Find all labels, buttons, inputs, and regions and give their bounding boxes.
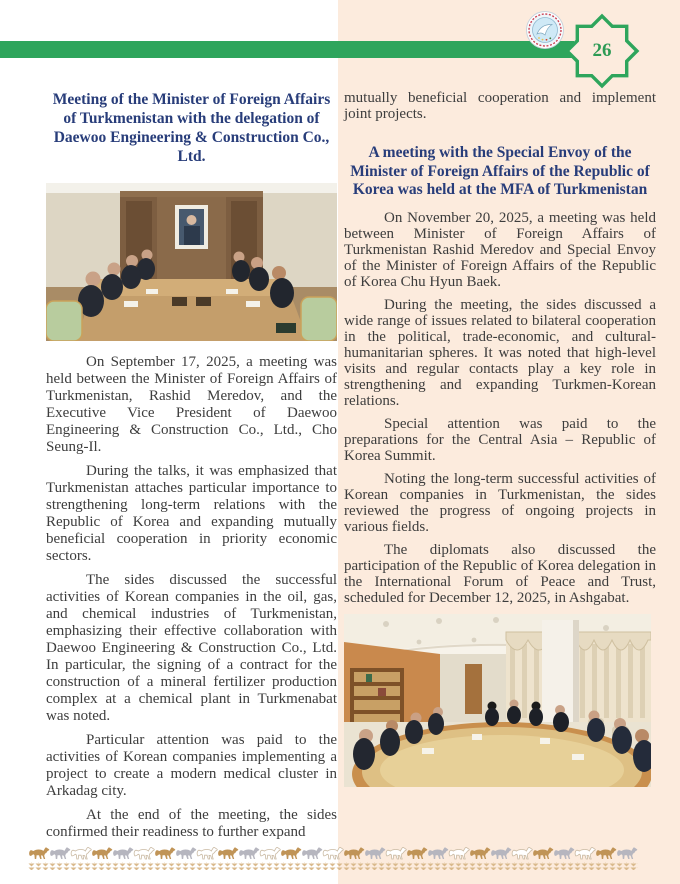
body-paragraph: The sides discussed the successful activities of Korean companies in the oil, gas, and chemical industries of Turkmenistan, emphasizing their effective collaboration with Daewoo Engineering & Construction Co., Ltd. In particular, the signing of a contract for the construction of a mineral fertilizer production complex at a chemical plant in Turkmenabat was noted. (46, 572, 337, 724)
body-paragraph: During the talks, it was emphasized that Turkmenistan attaches particular importance to strengthening long-term relations with the Republic of Korea and expanding mutually beneficial cooperation in priority economic sectors. (46, 463, 337, 564)
special-envoy-meeting-photo (344, 614, 651, 787)
body-paragraph: On November 20, 2025, a meeting was held between Minister of Foreign Affairs of Turkmenistan Rashid Meredov and Special Envoy of the Minister of Foreign Affairs of the Republic of Korea Chu Hyun Baek. (344, 209, 656, 290)
page-number: 26 (592, 40, 612, 61)
body-paragraph: Special attention was paid to the preparations for the Central Asia – Republic of Korea Summit. (344, 415, 656, 464)
left-column (46, 90, 337, 848)
body-paragraph: Noting the long-term successful activities of Korean companies in Turkmenistan, the sides reviewed the progress of ongoing projects in various fields. (344, 470, 656, 535)
body-paragraph: During the meeting, the sides discussed a wide range of issues related to bilateral cooperation in the political, trade-economic, and cultural-humanitarian spheres. It was noted that high-level visits and regular contacts play a key role in strengthening and expanding Turkmen-Korean relations. (344, 296, 656, 409)
body-paragraph: Particular attention was paid to the activities of Korean companies implementing a project to create a modern medical cluster in Arkadag city. (46, 732, 337, 799)
mfa-turkmenistan-emblem-icon (526, 11, 564, 49)
body-paragraph: At the end of the meeting, the sides confirmed their readiness to further expand (46, 807, 337, 840)
delegation-meeting-room-photo (46, 183, 337, 341)
article-title-left: Meeting of the Minister of Foreign Affairs of Turkmenistan with the delegation of Daewoo Engineering & Construction Co., Ltd. (52, 91, 331, 165)
continuation-paragraph: mutually beneficial cooperation and implement joint projects. (344, 90, 656, 122)
header-bar (0, 41, 574, 58)
right-column (344, 90, 656, 787)
body-paragraph: The diplomats also discussed the participation of the Republic of Korea delegation in the International Forum of Peace and Trust, scheduled for December 12, 2025, in Ashgabat. (344, 541, 656, 606)
body-paragraph: On September 17, 2025, a meeting was held between the Minister of Foreign Affairs of Turkmenistan, Rashid Meredov, and the Executive Vice President of Daewoo Engineering & Construction Co., Ltd., Cho Seung-Il. (46, 354, 337, 455)
horse-frieze-ornament-icon (28, 843, 652, 875)
article-title-right: A meeting with the Special Envoy of the Minister of Foreign Affairs of the Republic of Korea was held at the MFA of Turkmenistan (350, 144, 650, 198)
